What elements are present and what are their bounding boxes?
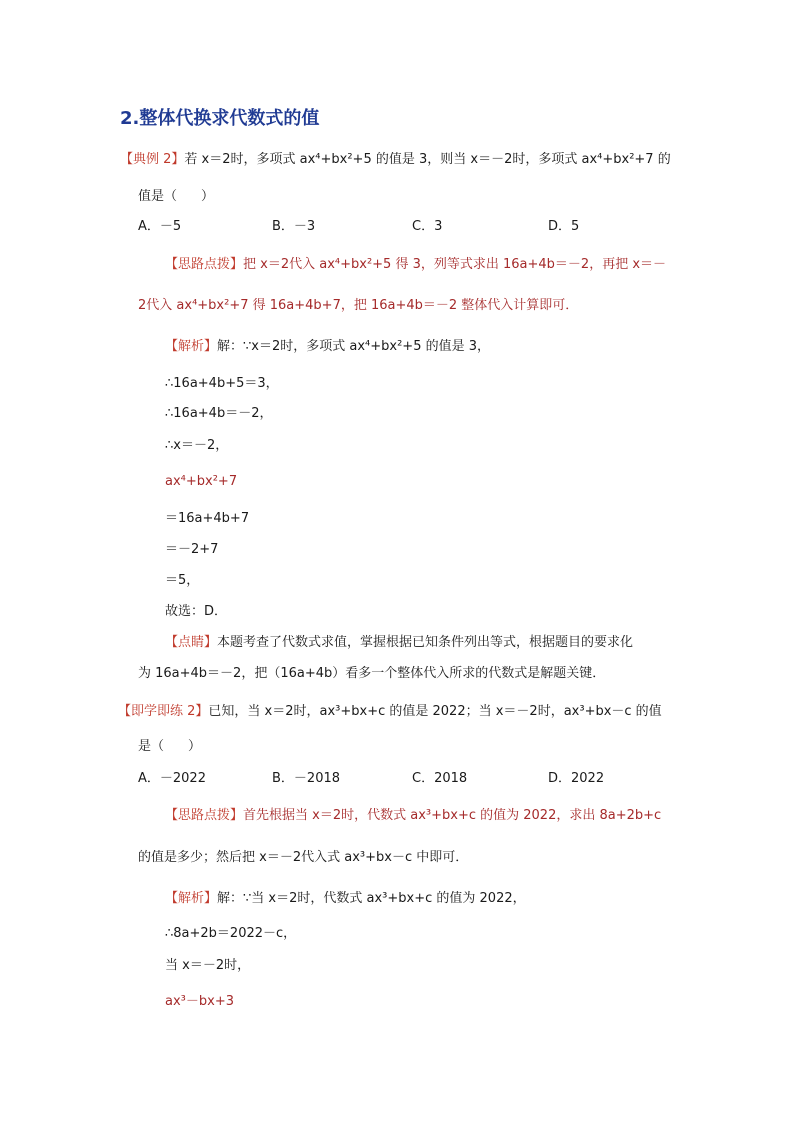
practice-tag: 【即学即练 2】 xyxy=(118,704,209,719)
practice-step: ∴8a+2b＝2022－c， xyxy=(165,926,297,941)
example-hint-line2: 2代入 ax⁴+bx²+7 得 16a+4b+7，把 16a+4b＝－2 整体代入计算即可． xyxy=(138,298,579,313)
solution-tag: 【解析】 xyxy=(165,891,218,906)
hint-tag: 【思路点拨】 xyxy=(165,257,244,272)
example-step: 故选：D． xyxy=(165,604,228,619)
example-step: ＝16a+4b+7 xyxy=(165,511,250,526)
example-option-b: B．－3 xyxy=(272,219,316,234)
hint-tag: 【思路点拨】 xyxy=(165,808,244,823)
solution-tag: 【解析】 xyxy=(165,339,218,354)
practice-question-line1 xyxy=(118,703,662,721)
practice-option-c: C．2018 xyxy=(412,771,468,786)
example-question-line2: 值是（ ） xyxy=(138,189,215,204)
practice-option-a: A．－2022 xyxy=(138,771,206,786)
example-option-a: A．－5 xyxy=(138,219,182,234)
comment-tag: 【点睛】 xyxy=(165,635,218,650)
example-solution-intro: 【解析】解：∵x＝2时，多项式 ax⁴+bx²+5 的值是 3， xyxy=(165,339,491,354)
example-step: ＝5， xyxy=(165,573,200,588)
example-option-d: D．5 xyxy=(548,219,580,234)
example-option-c: C．3 xyxy=(412,219,443,234)
example-question-line1 xyxy=(120,151,671,169)
practice-question-line2: 是（ ） xyxy=(138,739,202,754)
example-comment-line2: 为 16a+4b＝－2，把（16a+4b）看多一个整体代入所求的代数式是解题关键． xyxy=(138,666,606,681)
practice-solution-intro: 【解析】解：∵当 x＝2时，代数式 ax³+bx+c 的值为 2022， xyxy=(165,891,526,906)
practice-step: 当 x＝－2时， xyxy=(165,958,251,973)
example-hint-line1: 【思路点拨】把 x＝2代入 ax⁴+bx²+5 得 3，列等式求出 16a+4b＝－2，再把 x＝－ xyxy=(165,257,667,272)
section-title: 2.整体代换求代数式的值 xyxy=(120,108,320,129)
practice-step: ax³－bx+3 xyxy=(165,994,234,1009)
example-step: ∴16a+4b＝－2， xyxy=(165,406,273,421)
example-comment-line1: 【点睛】本题考查了代数式求值，掌握根据已知条件列出等式，根据题目的要求化 xyxy=(165,635,634,650)
practice-hint-line1: 【思路点拨】首先根据当 x＝2时，代数式 ax³+bx+c 的值为 2022，求出 8a+2b+c xyxy=(165,808,662,823)
practice-hint-line2: 的值是多少；然后把 x＝－2代入式 ax³+bx－c 中即可． xyxy=(138,850,469,865)
example-step: ax⁴+bx²+7 xyxy=(165,474,238,489)
example-tag: 【典例 2】 xyxy=(120,152,185,167)
example-step: ∴x＝－2， xyxy=(165,438,229,453)
example-question-text: 若 x＝2时，多项式 ax⁴+bx²+5 的值是 3，则当 x＝－2时，多项式 ax⁴+bx²+7 的 xyxy=(184,152,671,167)
example-step: ∴16a+4b+5＝3， xyxy=(165,376,279,391)
example-step: ＝－2+7 xyxy=(165,542,219,557)
practice-question-text: 已知，当 x＝2时，ax³+bx+c 的值是 2022；当 x＝－2时，ax³+bx－c 的值 xyxy=(208,704,662,719)
practice-option-b: B．－2018 xyxy=(272,771,341,786)
practice-option-d: D．2022 xyxy=(548,771,605,786)
